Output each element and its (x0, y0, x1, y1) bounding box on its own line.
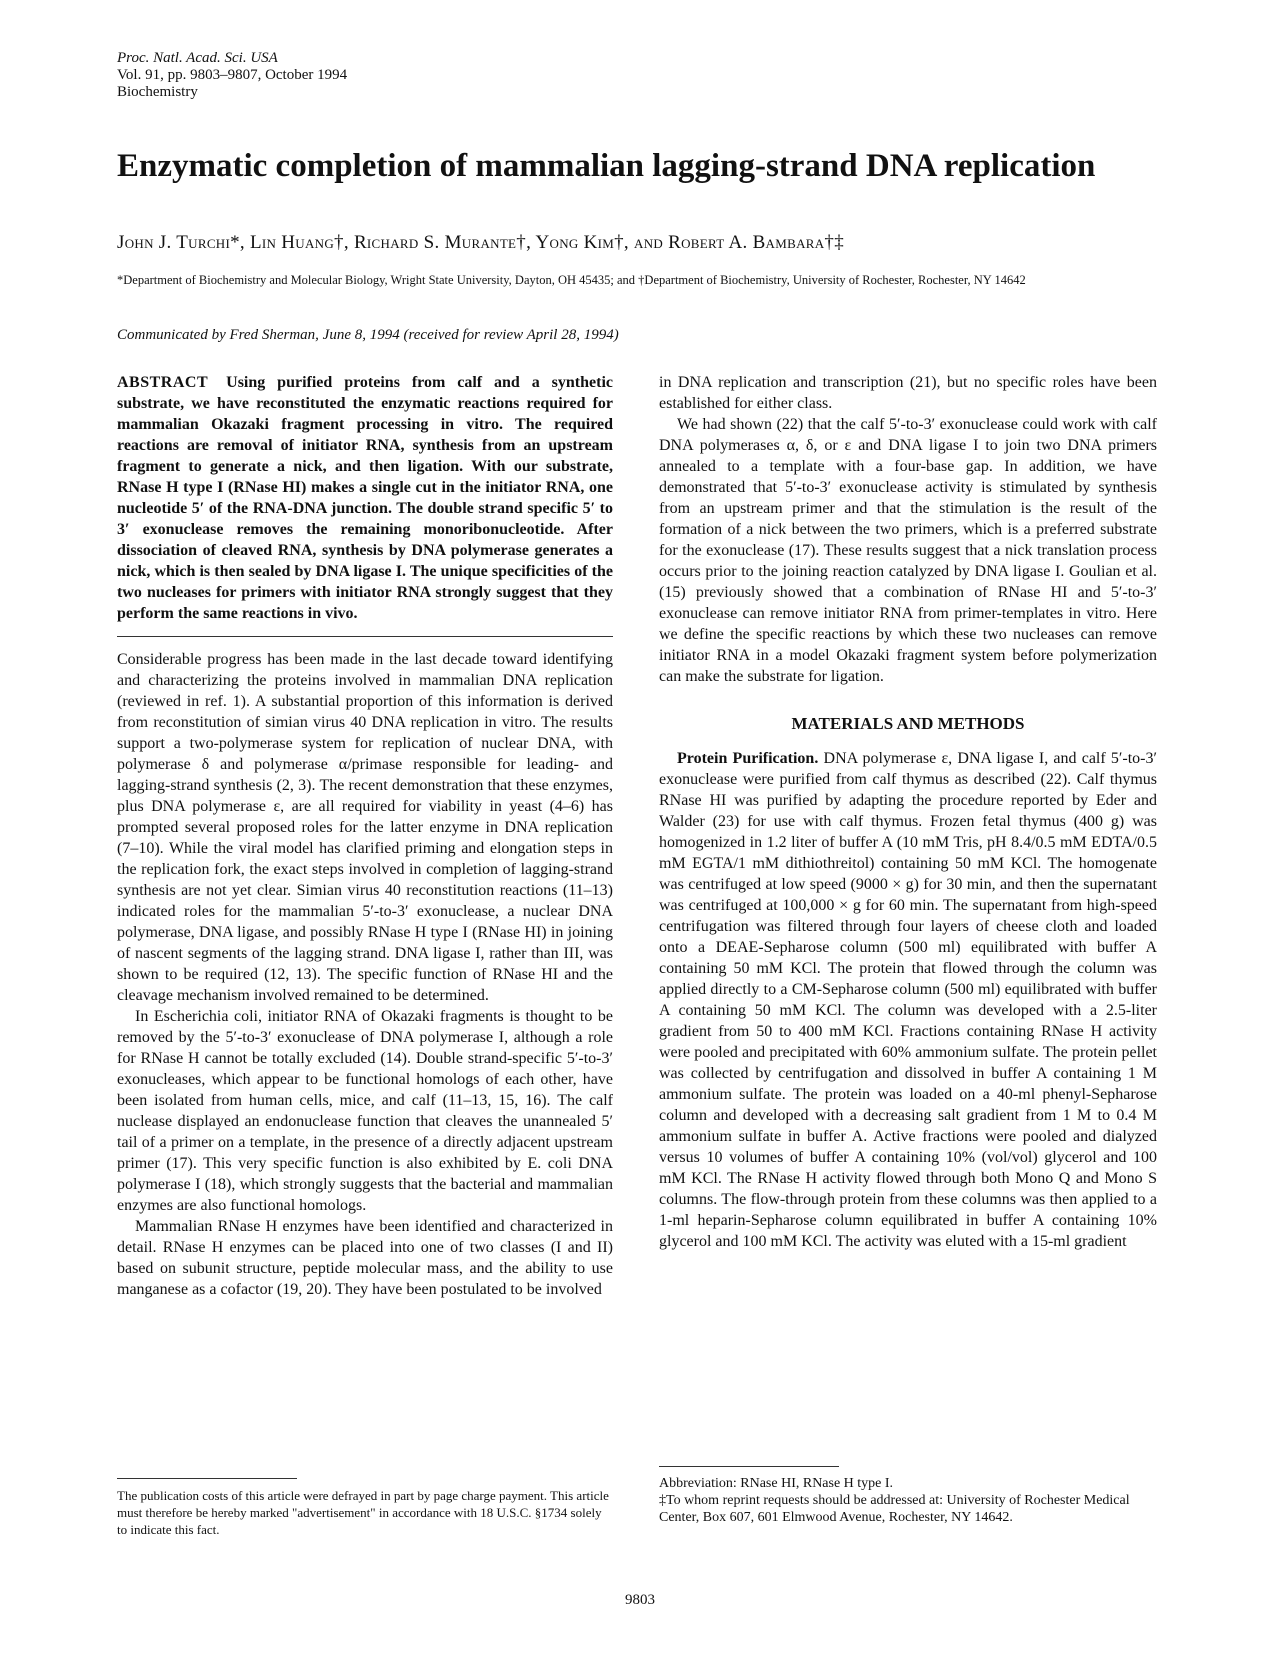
methods-text: DNA polymerase ε, DNA ligase I, and calf 5′-to-3′ exonuclease were purified from calf thymus as described (22). Calf thymus RNase HI was purified by adapting the procedure reported by Eder and Walder (23) for use with calf thymus. Frozen fetal thymus (400 g) was homogenized in 1.2 liter of buffer A (10 mM Tris, pH 8.4/0.5 mM EDTA/0.5 mM EGTA/1 mM dithiothreitol) containing 50 mM KCl. The homogenate was centrifuged at low speed (9000 × g) for 30 min, and then the supernatant was centrifuged at 100,000 × g for 60 min. The supernatant from high-speed centrifugation was filtered through four layers of cheese cloth and loaded onto a DEAE-Sepharose column (500 ml) equilibrated with buffer A containing 50 mM KCl. The protein that flowed through the column was applied directly to a CM-Sepharose column (500 ml) equilibrated with buffer A containing 50 mM KCl. The column was developed with a 2.5-liter gradient from 50 to 400 mM KCl. Fractions containing RNase H activity were pooled and precipitated with 60% ammonium sulfate. The protein pellet was collected by centrifugation and dissolved in buffer A containing 1 M ammonium sulfate. The protein was loaded on a 40-ml phenyl-Sepharose column and developed with a decreasing salt gradient from 1 M to 0.4 M ammonium sulfate in buffer A. Active fractions were pooled and dialyzed versus 10 volumes of buffer A containing 10% (vol/vol) glycerol and 100 mM KCl. The RNase H activity flowed through both Mono Q and Mono S columns. The flow-through protein from these columns was then applied to a 1-ml heparin-Sepharose column equilibrated in buffer A containing 10% glycerol and 100 mM KCl. The activity was eluted with a 15-ml gradient (659, 750, 1158, 1250)
author-list: John J. Turchi*, Lin Huang†, Richard S. Murante†, Yong Kim†, and Robert A. Bambara†‡ (117, 232, 845, 253)
section-label: Biochemistry (117, 84, 198, 100)
footnote-divider-right (659, 1466, 839, 1467)
footnote-text: The publication costs of this article were defrayed in part by page charge payment. This article must therefore be hereby marked "advertisement" in accordance with 18 U.S.C. §1734 solely to indicate this fact. (117, 1488, 609, 1537)
abbreviation-footnotes (659, 1466, 1157, 1526)
intro-paragraph-2: In Escherichia coli, initiator RNA of Okazaki fragments is thought to be removed by the 5′-to-3′ exonuclease of DNA polymerase I, although a role for RNase H cannot be totally excluded (14). Double strand-specific 5′-to-3′ exonucleases, which appear to be functional homologs of each other, have been isolated from human cells, mice, and calf (11–13, 15, 16). The calf nuclease displayed an endonuclease function that cleaves the unannealed 5′ tail of a primer on a template, in the presence of a directly adjacent upstream primer (17). This very specific function is also exhibited by E. coli DNA polymerase I (18), which strongly suggests that the bacterial and mammalian enzymes are also functional homologs. (117, 1008, 613, 1214)
intro-paragraph-3: Mammalian RNase H enzymes have been identified and characterized in detail. RNase H enzymes can be placed into one of two classes (I and II) based on subunit structure, peptide molecular mass, and the ability to use manganese as a cofactor (19, 20). They have been postulated to be involved (117, 1218, 613, 1298)
intro-continuation: in DNA replication and transcription (21), but no specific roles have been established for either class. (659, 374, 1157, 412)
abstract-text: Using purified proteins from calf and a synthetic substrate, we have reconstituted the enzymatic reactions required for mammalian Okazaki fragment processing in vitro. The required reactions are removal of initiator RNA, synthesis from an upstream fragment to generate a nick, and then ligation. With our substrate, RNase H type I (RNase HI) makes a single cut in the initiator RNA, one nucleotide 5′ of the RNA-DNA junction. The double strand specific 5′ to 3′ exonuclease removes the remaining monoribonucleotide. After dissociation of cleaved RNA, synthesis by DNA polymerase generates a nick, which is then sealed by DNA ligase I. The unique specificities of the two nucleases for primers with initiator RNA strongly suggest that they perform the same reactions in vivo. (117, 374, 613, 622)
left-column (117, 372, 613, 1300)
abstract (117, 372, 613, 624)
journal-name: Proc. Natl. Acad. Sci. USA (117, 50, 278, 66)
abbreviation-note: Abbreviation: RNase HI, RNase H type I. (659, 1476, 894, 1491)
abstract-heading: ABSTRACT (117, 374, 209, 391)
section-heading-methods: MATERIALS AND METHODS (791, 714, 1025, 733)
page-number: 9803 (625, 1592, 655, 1608)
abstract-divider (117, 636, 613, 637)
right-column (659, 372, 1157, 1252)
footnote-divider (117, 1478, 297, 1479)
publication-cost-footnote (117, 1478, 613, 1538)
methods-paragraph (659, 748, 1157, 1252)
intro-paragraph-4: We had shown (22) that the calf 5′-to-3′ exonuclease could work with calf DNA polymerases α, δ, or ε and DNA ligase I to join two DNA primers annealed to a template with a four-base gap. In addition, we have demonstrated that 5′-to-3′ exonuclease activity is stimulated by synthesis from an upstream primer and that the stimulation is the result of the formation of a nick between the two primers, which is a preferred substrate for the exonuclease (17). These results suggest that a nick translation process occurs prior to the joining reaction catalyzed by DNA ligase I. Goulian et al. (15) previously showed that a combination of RNase HI and 5′-to-3′ exonuclease can remove initiator RNA from primer-templates in vitro. Here we define the specific reactions by which these two nucleases can remove initiator RNA in a model Okazaki fragment system before polymerization can make the substrate for ligation. (659, 416, 1157, 685)
reprint-note: ‡To whom reprint requests should be addressed at: University of Rochester Medical Center, Box 607, 601 Elmwood Avenue, Rochester, NY 14642. (659, 1493, 1130, 1525)
affiliations: *Department of Biochemistry and Molecular Biology, Wright State University, Dayton, OH 45435; and †Department of Biochemistry, University of Rochester, Rochester, NY 14642 (117, 273, 1026, 287)
journal-header (117, 50, 347, 101)
communicated-by: Communicated by Fred Sherman, June 8, 1994 (received for review April 28, 1994) (117, 327, 619, 343)
intro-paragraph-1: Considerable progress has been made in the last decade toward identifying and characterizing the proteins involved in mammalian DNA replication (reviewed in ref. 1). A substantial proportion of this information is derived from reconstitution of simian virus 40 DNA replication in vitro. The results support a two-polymerase system for replication of nuclear DNA, with polymerase δ and polymerase α/primase responsible for leading- and lagging-strand synthesis (2, 3). The recent demonstration that these enzymes, plus DNA polymerase ε, are all required for viability in yeast (4–6) has prompted several proposed roles for the latter enzyme in DNA replication (7–10). While the viral model has clarified priming and elongation steps in the replication fork, the exact steps involved in completion of lagging-strand synthesis are not yet clear. Simian virus 40 reconstitution reactions (11–13) indicated roles for the mammalian 5′-to-3′ exonuclease, a nuclear DNA polymerase, DNA ligase, and possibly RNase H type I (RNase HI) in joining of nascent segments of the lagging strand. DNA ligase I, rather than III, was shown to be required (12, 13). The specific function of RNase HI and the cleavage mechanism involved remained to be determined. (117, 651, 613, 1004)
runin-heading: Protein Purification. (677, 750, 819, 767)
volume-line: Vol. 91, pp. 9803–9807, October 1994 (117, 67, 348, 83)
article-title: Enzymatic completion of mammalian lagging-strand DNA replication (117, 148, 1096, 184)
